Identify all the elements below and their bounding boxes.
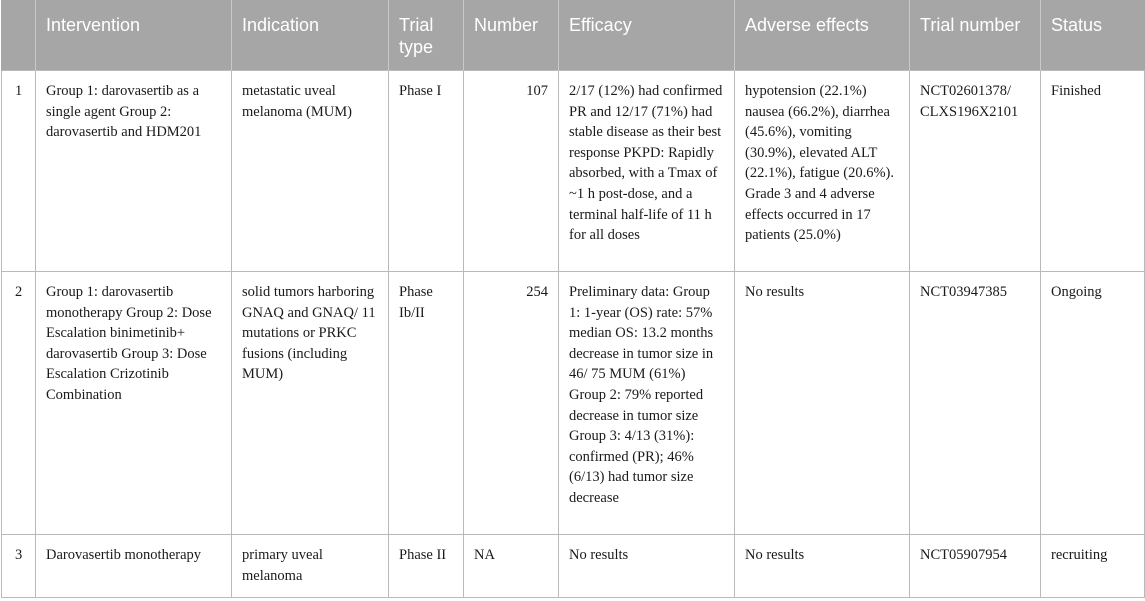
header-trial-type: Trial type <box>389 0 464 71</box>
trial-number-cell: NCT02601378/ CLXS196X2101 <box>910 71 1041 272</box>
header-number: Number <box>464 0 559 71</box>
efficacy-cell: No results <box>559 535 735 598</box>
intervention-cell: Group 1: darovasertib as a single agent Group 2: darovasertib and HDM201 <box>36 71 232 272</box>
table-row <box>2 71 1145 272</box>
header-adverse-effects: Adverse effects <box>735 0 910 71</box>
row-index: 3 <box>2 535 36 598</box>
indication-cell: metastatic uveal melanoma (MUM) <box>232 71 389 272</box>
row-index: 2 <box>2 272 36 535</box>
status-cell: Finished <box>1041 71 1145 272</box>
table-header-row <box>2 0 1145 71</box>
trial-type-cell: Phase Ib/II <box>389 272 464 535</box>
row-index: 1 <box>2 71 36 272</box>
header-status: Status <box>1041 0 1145 71</box>
clinical-trials-table <box>1 0 1145 598</box>
trial-type-cell: Phase I <box>389 71 464 272</box>
trial-number-cell: NCT05907954 <box>910 535 1041 598</box>
trial-number-cell: NCT03947385 <box>910 272 1041 535</box>
adverse-effects-cell: No results <box>735 535 910 598</box>
indication-cell: primary uveal melanoma <box>232 535 389 598</box>
status-cell: recruiting <box>1041 535 1145 598</box>
indication-cell: solid tumors harboring GNAQ and GNAQ/ 11 mutations or PRKC fusions (including MUM) <box>232 272 389 535</box>
status-cell: Ongoing <box>1041 272 1145 535</box>
efficacy-cell: Preliminary data: Group 1: 1-year (OS) rate: 57% median OS: 13.2 months decrease in tumor size in 46/ 75 MUM (61%) Group 2: 79% reported decrease in tumor size Group 3: 4/13 (31%): confirmed (PR); 46% (6/13) had tumor size decrease <box>559 272 735 535</box>
table-row <box>2 272 1145 535</box>
table-row <box>2 535 1145 598</box>
header-indication: Indication <box>232 0 389 71</box>
header-intervention: Intervention <box>36 0 232 71</box>
number-cell: 254 <box>464 272 559 535</box>
trial-type-cell: Phase II <box>389 535 464 598</box>
intervention-cell: Darovasertib monotherapy <box>36 535 232 598</box>
adverse-effects-cell: No results <box>735 272 910 535</box>
intervention-cell: Group 1: darovasertib monotherapy Group 2: Dose Escalation binimetinib+ darovasertib Group 3: Dose Escalation Crizotinib Combination <box>36 272 232 535</box>
header-efficacy: Efficacy <box>559 0 735 71</box>
number-cell: 107 <box>464 71 559 272</box>
efficacy-cell: 2/17 (12%) had confirmed PR and 12/17 (71%) had stable disease as their best response PKPD: Rapidly absorbed, with a Tmax of ~1 h post-dose, and a terminal half-life of 11 h for all doses <box>559 71 735 272</box>
header-index <box>2 0 36 71</box>
header-trial-number: Trial number <box>910 0 1041 71</box>
number-cell: NA <box>464 535 559 598</box>
adverse-effects-cell: hypotension (22.1%) nausea (66.2%), diarrhea (45.6%), vomiting (30.9%), elevated ALT (22.1%), fatigue (20.6%). Grade 3 and 4 adverse effects occurred in 17 patients (25.0%) <box>735 71 910 272</box>
